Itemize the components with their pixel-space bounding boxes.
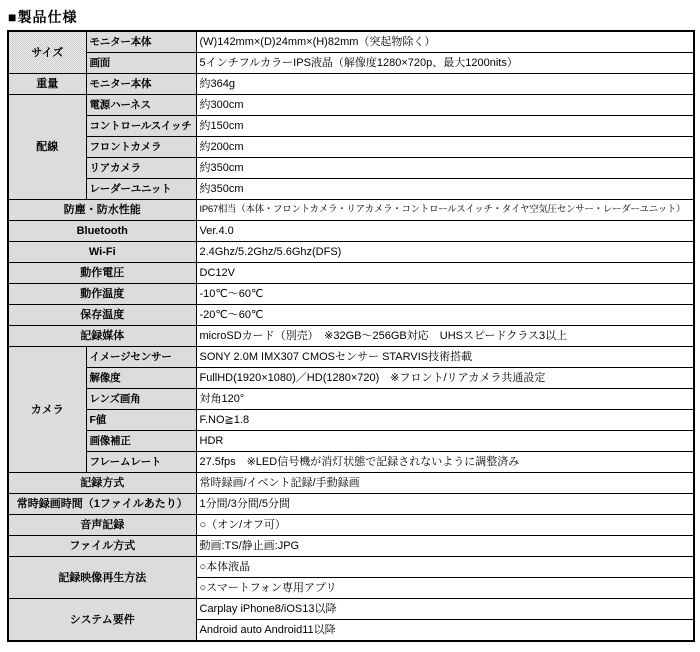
spec-label-power-harness: 電源ハーネス	[86, 95, 196, 116]
spec-value-radar-unit: 約350cm	[196, 179, 694, 200]
section-label-file-format: ファイル方式	[8, 536, 196, 557]
spec-label-resolution: 解像度	[86, 368, 196, 389]
section-label-system-requirements: システム要件	[8, 599, 196, 642]
table-row	[8, 599, 694, 620]
spec-value-front-camera: 約200cm	[196, 137, 694, 158]
spec-value-lens-angle: 対角120°	[196, 389, 694, 410]
spec-value-resolution: FullHD(1920×1080)／HD(1280×720) ※フロント/リアカメラ共通設定	[196, 368, 694, 389]
spec-value-image-correction: HDR	[196, 431, 694, 452]
spec-value-ip-rating: IP67相当（本体・フロントカメラ・リアカメラ・コントロールスイッチ・タイヤ空気圧センサー・レーダーユニット）	[196, 200, 694, 221]
table-row	[8, 305, 694, 326]
table-row	[8, 31, 694, 53]
table-row	[8, 452, 694, 473]
table-row	[8, 368, 694, 389]
section-label-size: サイズ	[8, 31, 86, 74]
spec-label-monitor-body: モニター本体	[86, 31, 196, 53]
spec-value-recording-media: microSDカード（別売） ※32GB～256GB対応 UHSスピードクラス3以上	[196, 326, 694, 347]
table-row	[8, 284, 694, 305]
spec-value-loop-recording-time: 1分間/3分間/5分間	[196, 494, 694, 515]
table-row	[8, 347, 694, 368]
spec-value-control-switch: 約150cm	[196, 116, 694, 137]
section-label-recording-media: 記録媒体	[8, 326, 196, 347]
table-row	[8, 179, 694, 200]
spec-value-operating-voltage: DC12V	[196, 263, 694, 284]
section-label-bluetooth: Bluetooth	[8, 221, 196, 242]
spec-value-power-harness: 約300cm	[196, 95, 694, 116]
spec-value-recording-method: 常時録画/イベント記録/手動録画	[196, 473, 694, 494]
spec-value-monitor-weight: 約364g	[196, 74, 694, 95]
table-row	[8, 95, 694, 116]
spec-value-screen: 5インチフルカラーIPS液晶（解像度1280×720p、最大1200nits）	[196, 53, 694, 74]
spec-label-radar-unit: レーダーユニット	[86, 179, 196, 200]
spec-value-storage-temp: -20℃～60℃	[196, 305, 694, 326]
page-title: ■製品仕様	[8, 9, 78, 25]
section-label-wifi: Wi-Fi	[8, 242, 196, 263]
table-row	[8, 116, 694, 137]
table-row	[8, 53, 694, 74]
spec-label-monitor-body-weight: モニター本体	[86, 74, 196, 95]
table-row	[8, 263, 694, 284]
spec-label-front-camera: フロントカメラ	[86, 137, 196, 158]
table-row	[8, 536, 694, 557]
table-row	[8, 242, 694, 263]
section-label-audio-recording: 音声記録	[8, 515, 196, 536]
table-row	[8, 557, 694, 578]
table-row	[8, 494, 694, 515]
table-row	[8, 389, 694, 410]
spec-value-wifi: 2.4Ghz/5.2Ghz/5.6Ghz(DFS)	[196, 242, 694, 263]
spec-label-screen: 画面	[86, 53, 196, 74]
spec-label-rear-camera: リアカメラ	[86, 158, 196, 179]
table-row	[8, 137, 694, 158]
product-spec-table	[7, 30, 695, 642]
spec-value-monitor-dimensions: (W)142mm×(D)24mm×(H)82mm（突起物除く）	[196, 31, 694, 53]
spec-label-frame-rate: フレームレート	[86, 452, 196, 473]
table-row	[8, 473, 694, 494]
spec-value-carplay-requirement: Carplay iPhone8/iOS13以降	[196, 599, 694, 620]
spec-label-control-switch: コントロールスイッチ	[86, 116, 196, 137]
spec-label-f-number: F値	[86, 410, 196, 431]
section-label-operating-temp: 動作温度	[8, 284, 196, 305]
spec-label-image-sensor: イメージセンサー	[86, 347, 196, 368]
section-label-playback-method: 記録映像再生方法	[8, 557, 196, 599]
spec-value-image-sensor: SONY 2.0M IMX307 CMOSセンサー STARVIS技術搭載	[196, 347, 694, 368]
section-label-recording-method: 記録方式	[8, 473, 196, 494]
table-row	[8, 515, 694, 536]
spec-label-image-correction: 画像補正	[86, 431, 196, 452]
table-row	[8, 158, 694, 179]
section-label-loop-recording-time: 常時録画時間（1ファイルあたり）	[8, 494, 196, 515]
section-label-wiring: 配線	[8, 95, 86, 200]
spec-value-androidauto-requirement: Android auto Android11以降	[196, 620, 694, 642]
section-label-storage-temp: 保存温度	[8, 305, 196, 326]
spec-value-frame-rate: 27.5fps ※LED信号機が消灯状態で記録されないように調整済み	[196, 452, 694, 473]
spec-value-file-format: 動画:TS/静止画:JPG	[196, 536, 694, 557]
spec-value-playback-app: ○スマートフォン専用アプリ	[196, 578, 694, 599]
spec-value-rear-camera: 約350cm	[196, 158, 694, 179]
spec-value-operating-temp: -10℃～60℃	[196, 284, 694, 305]
table-row	[8, 410, 694, 431]
section-label-operating-voltage: 動作電圧	[8, 263, 196, 284]
table-row	[8, 221, 694, 242]
table-row	[8, 200, 694, 221]
spec-value-playback-monitor: ○本体液晶	[196, 557, 694, 578]
spec-value-f-number: F.NO≧1.8	[196, 410, 694, 431]
spec-value-audio-recording: ○（オン/オフ可）	[196, 515, 694, 536]
spec-value-bluetooth: Ver.4.0	[196, 221, 694, 242]
table-row	[8, 326, 694, 347]
section-label-weight: 重量	[8, 74, 86, 95]
spec-label-lens-angle: レンズ画角	[86, 389, 196, 410]
section-label-camera: カメラ	[8, 347, 86, 473]
section-label-dustproof-waterproof: 防塵・防水性能	[8, 200, 196, 221]
table-row	[8, 431, 694, 452]
table-row	[8, 74, 694, 95]
